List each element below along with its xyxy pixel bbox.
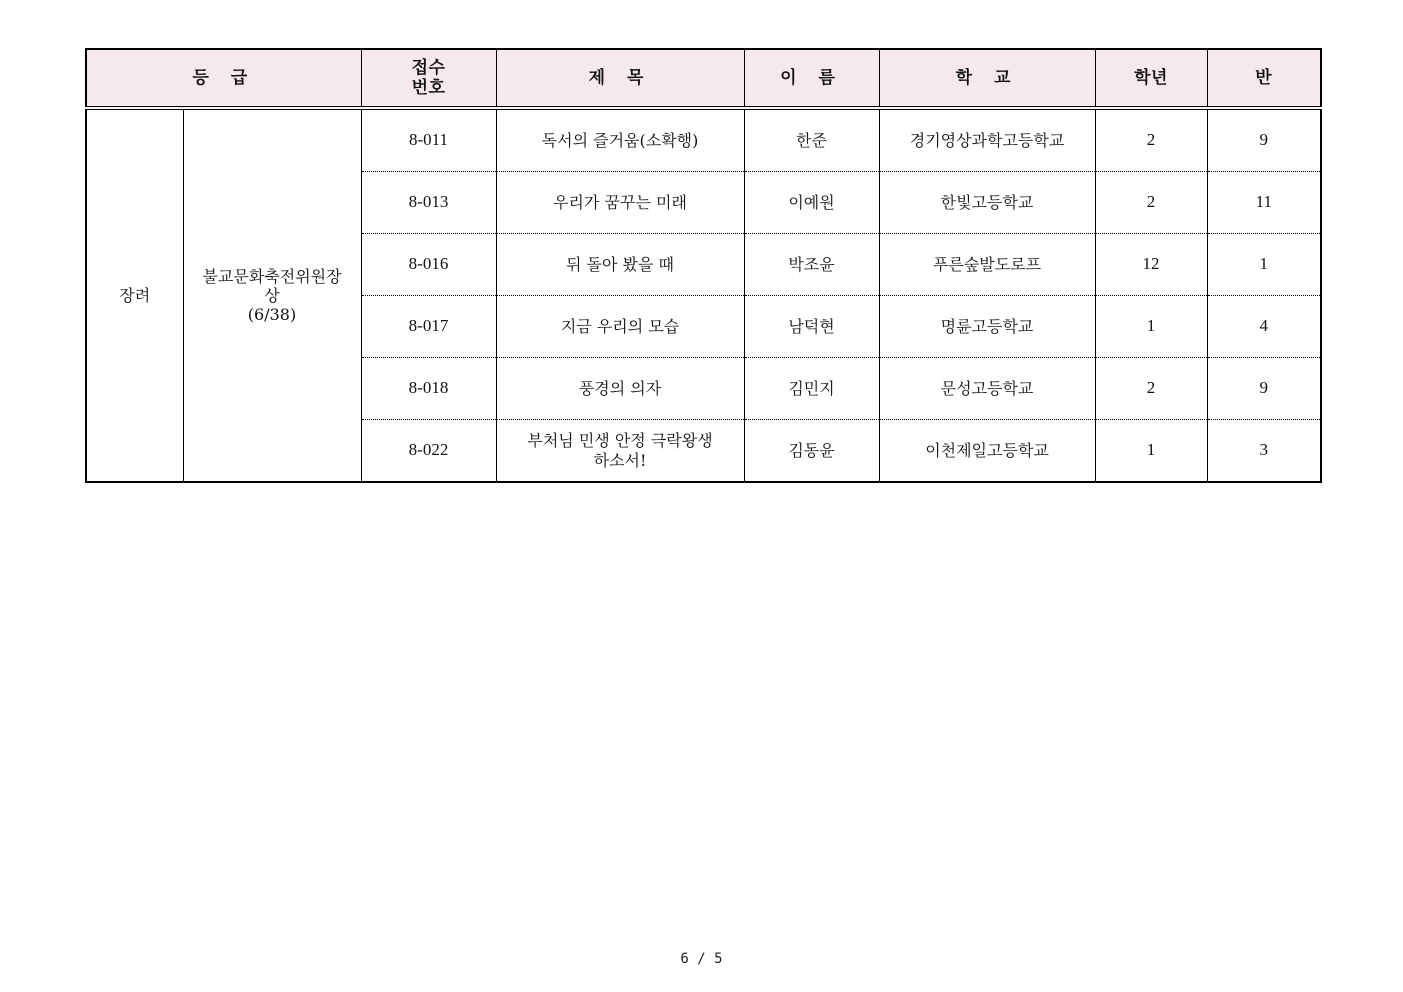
class-cell: 4 <box>1207 296 1321 358</box>
name-cell: 박조윤 <box>744 234 879 296</box>
receipt-no-cell: 8-013 <box>361 172 496 234</box>
table-header <box>86 49 1321 108</box>
receipt-no-cell: 8-022 <box>361 420 496 483</box>
award-results-table <box>85 48 1322 483</box>
grade-cell: 장려 <box>86 108 183 482</box>
school-cell: 한빛고등학교 <box>879 172 1095 234</box>
title-cell: 지금 우리의 모습 <box>496 296 744 358</box>
name-cell: 남덕현 <box>744 296 879 358</box>
page-number: 6 / 5 <box>680 951 723 967</box>
header-school: 학 교 <box>879 49 1095 108</box>
year-cell: 12 <box>1095 234 1207 296</box>
table-body <box>86 108 1321 482</box>
school-cell: 문성고등학교 <box>879 358 1095 420</box>
year-cell: 2 <box>1095 358 1207 420</box>
receipt-no-cell: 8-018 <box>361 358 496 420</box>
header-name: 이 름 <box>744 49 879 108</box>
title-cell: 독서의 즐거움(소확행) <box>496 108 744 172</box>
header-row <box>86 49 1321 108</box>
class-cell: 3 <box>1207 420 1321 483</box>
receipt-no-cell: 8-016 <box>361 234 496 296</box>
header-receipt-no <box>361 49 496 108</box>
class-cell: 9 <box>1207 358 1321 420</box>
class-cell: 11 <box>1207 172 1321 234</box>
class-cell: 9 <box>1207 108 1321 172</box>
award-name-line1: 불교문화축전위원장 <box>202 266 342 286</box>
award-name-line2: 상 <box>264 285 280 305</box>
header-title: 제 목 <box>496 49 744 108</box>
school-cell: 이천제일고등학교 <box>879 420 1095 483</box>
class-cell: 1 <box>1207 234 1321 296</box>
receipt-no-cell: 8-017 <box>361 296 496 358</box>
header-receipt-no-line1: 접수 <box>411 57 446 78</box>
title-line1: 부처님 민생 안정 극락왕생 <box>527 431 713 451</box>
header-receipt-no-line2: 번호 <box>411 78 446 98</box>
year-cell: 1 <box>1095 296 1207 358</box>
name-cell: 김민지 <box>744 358 879 420</box>
school-cell: 명륜고등학교 <box>879 296 1095 358</box>
title-cell: 뒤 돌아 봤을 때 <box>496 234 744 296</box>
school-cell: 푸른숲발도로프 <box>879 234 1095 296</box>
award-name-cell <box>183 108 361 482</box>
table-row <box>86 108 1321 172</box>
name-cell: 김동윤 <box>744 420 879 483</box>
year-cell: 2 <box>1095 108 1207 172</box>
year-cell: 2 <box>1095 172 1207 234</box>
name-cell: 이예원 <box>744 172 879 234</box>
header-grade: 등 급 <box>86 49 361 108</box>
title-cell <box>496 420 744 483</box>
name-cell: 한준 <box>744 108 879 172</box>
title-cell: 우리가 꿈꾸는 미래 <box>496 172 744 234</box>
receipt-no-cell: 8-011 <box>361 108 496 172</box>
year-cell: 1 <box>1095 420 1207 483</box>
title-cell: 풍경의 의자 <box>496 358 744 420</box>
header-class: 반 <box>1207 49 1321 108</box>
title-line2: 하소서! <box>593 450 647 470</box>
award-count: (6/38) <box>247 305 297 325</box>
school-cell: 경기영상과학고등학교 <box>879 108 1095 172</box>
header-year: 학년 <box>1095 49 1207 108</box>
